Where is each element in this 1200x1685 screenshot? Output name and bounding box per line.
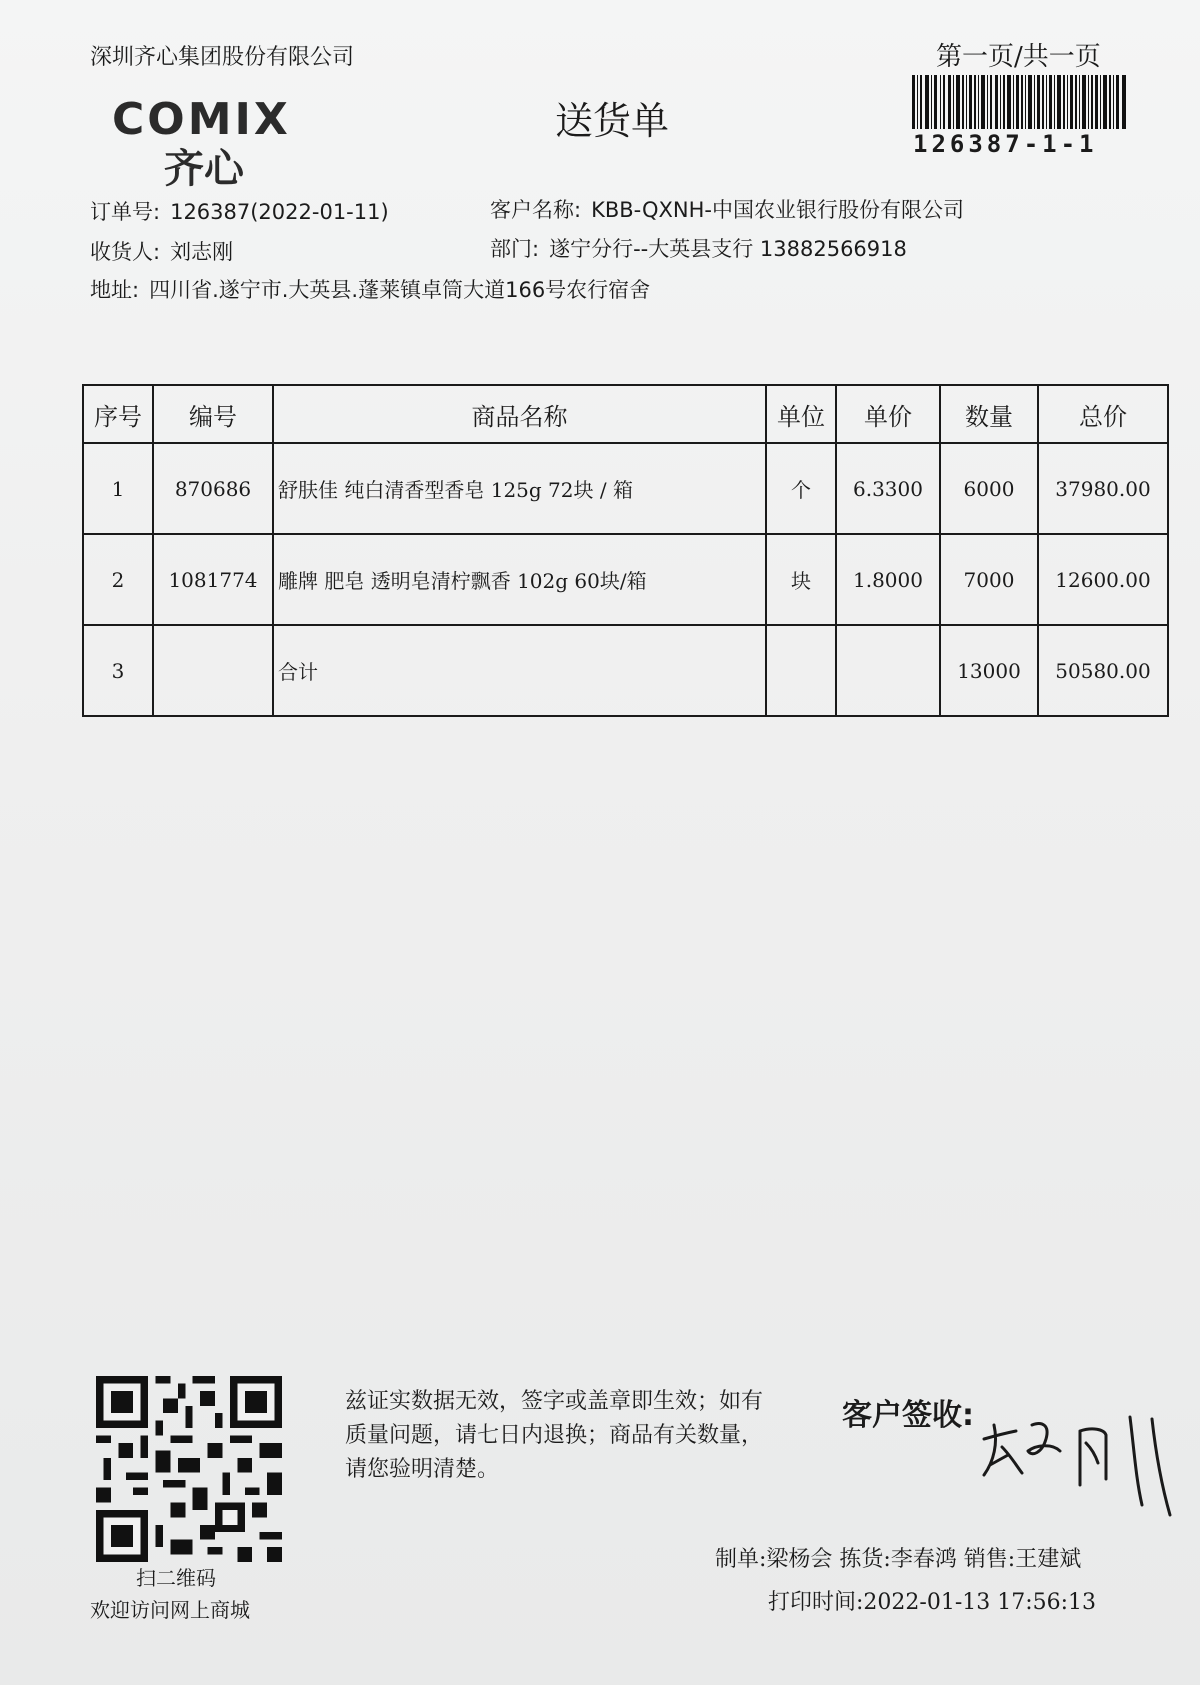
- qr-caption-scan: 扫二维码: [136, 1566, 216, 1590]
- customer-signature-label: 客户签收:: [842, 1398, 974, 1433]
- print-time: 打印时间:2022-01-13 17:56:13: [768, 1590, 1097, 1615]
- receiver-value: 刘志刚: [170, 240, 234, 264]
- cell-unit: [766, 625, 836, 716]
- header-quantity: 数量: [940, 385, 1038, 443]
- cell-unit-price: 1.8000: [836, 534, 940, 625]
- department: [490, 233, 907, 263]
- customer-name-value: KBB-QXNH-中国农业银行股份有限公司: [591, 198, 965, 222]
- cell-unit: 个: [766, 443, 836, 534]
- barcode: [912, 75, 1126, 129]
- cell-unit-price: 6.3300: [836, 443, 940, 534]
- cell-quantity: 7000: [940, 534, 1038, 625]
- cell-index: 2: [83, 534, 153, 625]
- customer-name-label: 客户名称:: [490, 198, 582, 222]
- cell-product-name: 合计: [273, 625, 766, 716]
- header-index: 序号: [83, 385, 153, 443]
- page-number: 第一页/共一页: [936, 42, 1101, 72]
- header-code: 编号: [153, 385, 273, 443]
- receiver-label: 收货人:: [90, 240, 161, 264]
- cell-unit-price: [836, 625, 940, 716]
- cell-product-name: 舒肤佳 纯白清香型香皂 125g 72块 / 箱: [273, 443, 766, 534]
- document-title: 送货单: [555, 99, 670, 143]
- cell-quantity: 6000: [940, 443, 1038, 534]
- table-row-total: [83, 625, 1168, 716]
- address-label: 地址:: [90, 278, 140, 302]
- cell-total-price: 37980.00: [1038, 443, 1168, 534]
- cell-quantity: 13000: [940, 625, 1038, 716]
- cell-code: 1081774: [153, 534, 273, 625]
- table-header-row: [83, 385, 1168, 443]
- address: [90, 274, 650, 304]
- order-number: [90, 196, 389, 226]
- header-total-price: 总价: [1038, 385, 1168, 443]
- department-value: 遂宁分行--大英县支行 13882566918: [549, 237, 907, 261]
- header-unit: 单位: [766, 385, 836, 443]
- items-table: [82, 384, 1169, 717]
- cell-index: 3: [83, 625, 153, 716]
- handwritten-signature: [980, 1395, 1180, 1525]
- cell-unit: 块: [766, 534, 836, 625]
- cell-index: 1: [83, 443, 153, 534]
- table-row: [83, 534, 1168, 625]
- receiver: [90, 236, 233, 266]
- company-name: 深圳齐心集团股份有限公司: [90, 45, 355, 70]
- address-value: 四川省.遂宁市.大英县.蓬莱镇卓筒大道166号农行宿舍: [149, 278, 651, 302]
- staff-info: 制单:梁杨会 拣货:李春鸿 销售:王建斌: [715, 1547, 1082, 1572]
- order-number-value: 126387(2022-01-11): [170, 200, 389, 224]
- header-unit-price: 单价: [836, 385, 940, 443]
- cell-total-price: 50580.00: [1038, 625, 1168, 716]
- order-number-label: 订单号:: [90, 200, 161, 224]
- department-label: 部门:: [490, 237, 540, 261]
- comix-logo: [112, 92, 347, 188]
- logo-wordmark: COMIX: [112, 94, 291, 145]
- table-row: [83, 443, 1168, 534]
- logo-chinese: 齐心: [164, 146, 244, 188]
- customer-name: [490, 194, 964, 224]
- barcode-number: 126387-1-1: [913, 130, 1098, 158]
- qr-caption-visit: 欢迎访问网上商城: [90, 1598, 250, 1622]
- header-product-name: 商品名称: [273, 385, 766, 443]
- disclaimer-notice: 兹证实数据无效，签字或盖章即生效；如有质量问题，请七日内退换；商品有关数量，请您验明清楚。: [345, 1389, 764, 1482]
- qr-code: [96, 1376, 282, 1562]
- cell-product-name: 雕牌 肥皂 透明皂清柠飘香 102g 60块/箱: [273, 534, 766, 625]
- cell-code: 870686: [153, 443, 273, 534]
- cell-total-price: 12600.00: [1038, 534, 1168, 625]
- cell-code: [153, 625, 273, 716]
